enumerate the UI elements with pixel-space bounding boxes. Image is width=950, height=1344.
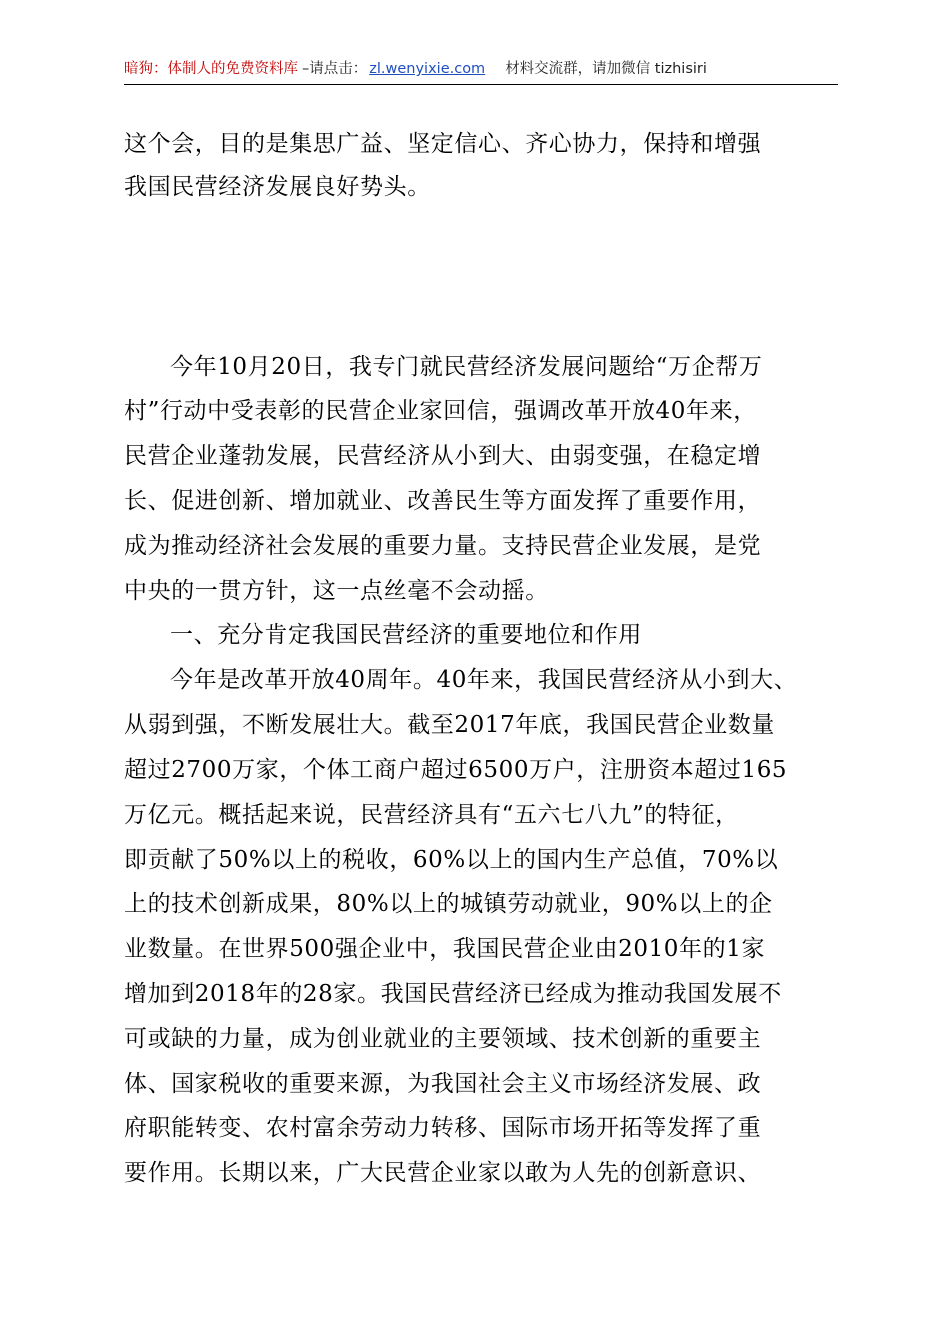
header-brand: 暗狗：体制人的免费资料库 (124, 61, 298, 77)
body-line: 我国民营经济发展良好势头。 (124, 174, 431, 200)
section-heading: 一、充分肯定我国民营经济的重要地位和作用 (170, 622, 642, 648)
body-line: 业数量。在世界500强企业中，我国民营企业由2010年的1家 (124, 936, 766, 962)
body-line: 上的技术创新成果，80%以上的城镇劳动就业，90%以上的企 (124, 891, 773, 917)
body-line: 体、国家税收的重要来源，为我国社会主义市场经济发展、政 (124, 1071, 762, 1097)
body-line: 要作用。长期以来，广大民营企业家以敢为人先的创新意识、 (124, 1160, 762, 1186)
body-line: 从弱到强，不断发展壮大。截至2017年底，我国民营企业数量 (124, 712, 775, 738)
body-line: 增加到2018年的28家。我国民营经济已经成为推动我国发展不 (124, 981, 782, 1007)
body-line: 村”行动中受表彰的民营企业家回信，强调改革开放40年来， (124, 398, 757, 424)
body-line: 即贡献了50%以上的税收，60%以上的国内生产总值，70%以 (124, 847, 779, 873)
header-contact: 材料交流群，请加微信 tizhisiri (505, 61, 707, 77)
body-line: 今年10月20日，我专门就民营经济发展问题给“万企帮万 (170, 354, 763, 380)
body-line: 这个会，目的是集思广益、坚定信心、齐心协力，保持和增强 (124, 131, 762, 157)
body-line: 民营企业蓬勃发展，民营经济从小到大、由弱变强，在稳定增 (124, 443, 762, 469)
body-line: 中央的一贯方针，这一点丝毫不会动摇。 (124, 578, 549, 604)
body-line: 成为推动经济社会发展的重要力量。支持民营企业发展，是党 (124, 533, 762, 559)
header-link[interactable]: zl.wenyixie.com (369, 61, 486, 77)
header-prompt: –请点击： (302, 61, 368, 77)
body-line: 今年是改革开放40周年。40年来，我国民营经济从小到大、 (170, 667, 798, 693)
body-line: 超过2700万家，个体工商户超过6500万户，注册资本超过165 (124, 757, 788, 783)
page-header (124, 58, 838, 85)
body-line: 可或缺的力量，成为创业就业的主要领域、技术创新的重要主 (124, 1026, 762, 1052)
body-line: 府职能转变、农村富余劳动力转移、国际市场开拓等发挥了重 (124, 1115, 762, 1141)
body-line: 长、促进创新、增加就业、改善民生等方面发挥了重要作用， (124, 488, 762, 514)
body-line: 万亿元。概括起来说，民营经济具有“五六七八九”的特征， (124, 802, 739, 828)
